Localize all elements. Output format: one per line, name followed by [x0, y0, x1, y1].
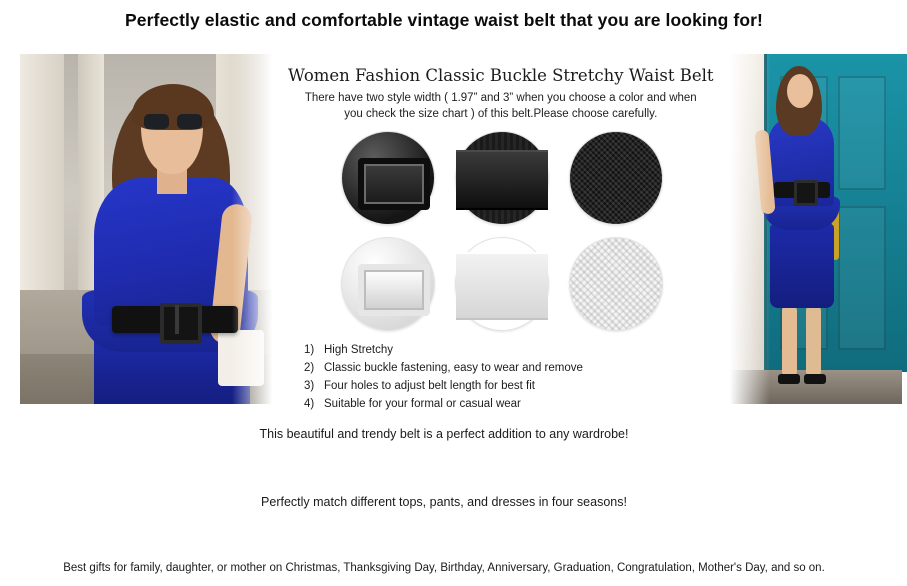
- product-title: Women Fashion Classic Buckle Stretchy Waist Belt: [288, 66, 714, 85]
- list-item: [304, 377, 714, 395]
- feature-text: High Stretchy: [324, 343, 394, 356]
- model-face: [787, 74, 813, 108]
- page-headline: Perfectly elastic and comfortable vintage waist belt that you are looking for!: [125, 10, 763, 30]
- feature-number: 2): [304, 361, 315, 374]
- left-model-photo: [20, 54, 278, 404]
- photo-fade-edge: [232, 54, 278, 404]
- swatch-white-mesh-texture[interactable]: [569, 237, 663, 331]
- swatch-black-mesh-texture[interactable]: [569, 131, 663, 225]
- door-panel: [838, 76, 886, 190]
- swatch-white-buckle-closeup[interactable]: [341, 237, 435, 331]
- model-shoe: [804, 374, 826, 384]
- sunglasses-icon: [144, 114, 202, 130]
- feature-text: Suitable for your formal or casual wear: [324, 398, 521, 411]
- swatch-grid: [288, 131, 714, 329]
- caption-line-2: Perfectly match different tops, pants, and dresses in four seasons!: [261, 495, 627, 509]
- feature-number: 3): [304, 380, 315, 393]
- right-model-photo: [724, 54, 902, 404]
- caption-line-1: This beautiful and trendy belt is a perfect addition to any wardrobe!: [259, 427, 629, 441]
- photo-fade-edge: [724, 54, 770, 404]
- model-shoe: [778, 374, 800, 384]
- model-skirt: [770, 224, 834, 308]
- product-info-panel: [278, 54, 724, 411]
- feature-text: Four holes to adjust belt length for best fit: [324, 380, 535, 393]
- door-panel: [838, 206, 886, 350]
- list-item: [304, 395, 714, 413]
- model-leg: [806, 304, 821, 378]
- product-subtitle: There have two style width ( 1.97” and 3” when you choose a color and when you check the size chart ) of this belt.Please choose carefully.: [304, 92, 697, 120]
- model-leg: [782, 304, 797, 378]
- swatch-black-belt-strap[interactable]: [455, 131, 549, 225]
- feature-number: 1): [304, 343, 315, 356]
- caption-line-3: Best gifts for family, daughter, or mother on Christmas, Thanksgiving Day, Birthday, Anniversary, Graduation, Congratulation, Mother's Day, and so on.: [63, 562, 825, 574]
- feature-text: Classic buckle fastening, easy to wear and remove: [324, 361, 583, 374]
- swatch-white-belt-strap[interactable]: [455, 237, 549, 331]
- feature-number: 4): [304, 398, 315, 411]
- list-item: [304, 359, 714, 377]
- swatch-black-buckle-closeup[interactable]: [341, 131, 435, 225]
- belt-buckle: [160, 303, 202, 344]
- product-banner: [20, 54, 868, 411]
- list-item: [304, 341, 714, 359]
- belt-buckle: [794, 180, 818, 206]
- feature-list: [304, 341, 714, 414]
